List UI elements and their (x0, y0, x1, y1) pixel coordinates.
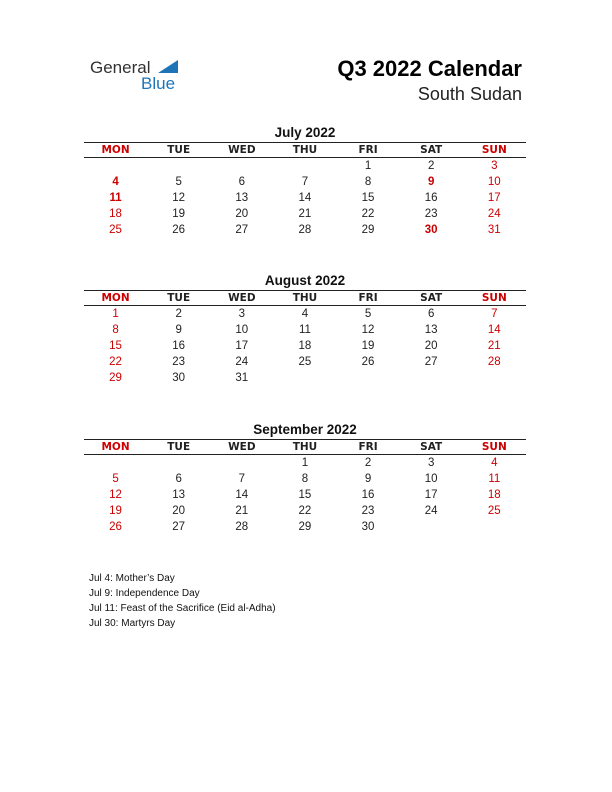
day-cell: 4 (491, 457, 498, 469)
day-cell: 27 (172, 521, 186, 533)
day-cell: 8 (301, 473, 309, 485)
weekday-label: MON (101, 144, 130, 156)
day-cell: 13 (235, 192, 249, 204)
day-cell: 28 (235, 521, 249, 533)
week-row (84, 222, 526, 238)
day-cell: 4 (301, 308, 309, 320)
week-row (84, 206, 526, 222)
day-cell: 20 (235, 208, 249, 220)
logo-triangle-icon (158, 60, 178, 73)
weekday-label: TUE (167, 441, 191, 453)
day-cell: 20 (172, 505, 186, 517)
month-september (84, 421, 526, 535)
day-cell (400, 519, 463, 535)
day-cell (84, 455, 147, 471)
day-cell: 19 (109, 505, 122, 517)
weekday-label: TUE (167, 292, 191, 304)
day-cell: 27 (424, 356, 438, 368)
day-cell: 22 (298, 505, 312, 517)
day-cell: 9 (175, 324, 182, 336)
weekday-label: THU (292, 441, 318, 453)
day-cell: 18 (487, 489, 501, 501)
day-cell (147, 455, 210, 471)
day-cell: 16 (361, 489, 375, 501)
month-title: July 2022 (274, 125, 336, 140)
weekday-label: SUN (481, 292, 507, 304)
day-cell: 14 (298, 192, 312, 204)
day-cell: 30 (172, 372, 186, 384)
day-cell: 7 (301, 176, 309, 188)
holiday-note: Jul 11: Feast of the Sacrifice (Eid al-Adha) (89, 603, 276, 614)
day-cell: 18 (298, 340, 312, 352)
day-cell: 1 (301, 457, 309, 469)
day-cell (210, 455, 273, 471)
weekday-header (84, 143, 526, 158)
day-cell: 22 (361, 208, 375, 220)
week-row (84, 370, 526, 386)
day-cell: 9 (364, 473, 372, 485)
day-cell: 20 (424, 340, 438, 352)
day-cell: 15 (109, 340, 122, 352)
weekday-label: TUE (167, 144, 191, 156)
calendar-grid (84, 439, 526, 535)
weekday-label: SAT (420, 292, 443, 304)
day-cell: 9 (427, 176, 435, 188)
weekday-label: SAT (420, 441, 443, 453)
day-cell: 7 (238, 473, 246, 485)
weekday-label: THU (292, 292, 318, 304)
day-cell: 1 (364, 160, 372, 172)
day-cell: 24 (487, 208, 501, 220)
day-cell (147, 158, 210, 174)
day-cell: 17 (235, 340, 249, 352)
holiday-notes (89, 571, 276, 631)
day-cell: 14 (487, 324, 501, 336)
day-cell: 2 (364, 457, 372, 469)
week-row (84, 487, 526, 503)
week-row (84, 519, 526, 535)
week-row (84, 322, 526, 338)
day-cell: 5 (364, 308, 372, 320)
day-cell: 10 (487, 176, 501, 188)
day-cell: 29 (109, 372, 122, 384)
day-cell: 26 (361, 356, 375, 368)
day-cell: 7 (491, 308, 498, 320)
day-cell (210, 158, 273, 174)
day-cell: 25 (487, 505, 501, 517)
page-title: Q3 2022 Calendar (337, 56, 522, 81)
day-cell: 13 (172, 489, 186, 501)
day-cell: 29 (298, 521, 312, 533)
week-row (84, 306, 526, 322)
week-row (84, 158, 526, 174)
day-cell: 15 (361, 192, 375, 204)
day-cell: 11 (109, 192, 122, 204)
day-cell: 23 (424, 208, 438, 220)
day-cell: 31 (487, 224, 501, 236)
day-cell: 16 (424, 192, 438, 204)
day-cell: 11 (298, 324, 311, 336)
day-cell: 2 (175, 308, 182, 320)
calendar-grid (84, 290, 526, 386)
weekday-label: MON (101, 441, 130, 453)
day-cell: 22 (109, 356, 122, 368)
day-cell: 6 (238, 176, 246, 188)
page-subtitle: South Sudan (417, 84, 522, 104)
day-cell: 8 (112, 324, 119, 336)
month-august (84, 272, 526, 386)
weekday-label: FRI (358, 441, 378, 453)
weekday-header (84, 291, 526, 306)
week-row (84, 455, 526, 471)
calendar-grid (84, 142, 526, 238)
day-cell: 18 (109, 208, 122, 220)
day-cell: 3 (238, 308, 246, 320)
week-row (84, 174, 526, 190)
day-cell: 28 (298, 224, 312, 236)
day-cell: 5 (175, 176, 182, 188)
day-cell: 12 (109, 489, 122, 501)
holiday-note: Jul 9: Independence Day (89, 588, 200, 599)
day-cell: 29 (361, 224, 375, 236)
day-cell: 12 (172, 192, 186, 204)
day-cell (463, 370, 526, 386)
day-cell: 28 (487, 356, 501, 368)
logo-text-blue: Blue (141, 74, 176, 93)
day-cell: 5 (112, 473, 119, 485)
weekday-label: FRI (358, 144, 378, 156)
day-cell: 4 (112, 176, 119, 188)
day-cell: 2 (427, 160, 435, 172)
weekday-label: WED (228, 144, 256, 156)
weekday-label: FRI (358, 292, 378, 304)
day-cell: 17 (424, 489, 438, 501)
day-cell: 25 (298, 356, 312, 368)
day-cell: 19 (361, 340, 375, 352)
day-cell (273, 158, 336, 174)
month-title: September 2022 (253, 422, 357, 437)
day-cell: 12 (361, 324, 375, 336)
week-row (84, 354, 526, 370)
day-cell (463, 519, 526, 535)
weekday-label: SAT (420, 144, 443, 156)
day-cell: 26 (172, 224, 186, 236)
day-cell: 23 (361, 505, 375, 517)
day-cell: 26 (109, 521, 122, 533)
weekday-label: WED (228, 441, 256, 453)
day-cell: 31 (235, 372, 249, 384)
weekday-label: SUN (481, 144, 507, 156)
day-cell: 17 (487, 192, 501, 204)
weekday-label: MON (101, 292, 130, 304)
day-cell: 30 (424, 224, 438, 236)
weekday-label: WED (228, 292, 256, 304)
day-cell: 19 (172, 208, 186, 220)
day-cell: 15 (298, 489, 312, 501)
day-cell: 25 (109, 224, 122, 236)
day-cell: 30 (361, 521, 375, 533)
day-cell (84, 158, 147, 174)
day-cell: 24 (235, 356, 249, 368)
logo-text-general: General (90, 58, 151, 77)
day-cell: 1 (112, 308, 119, 320)
day-cell: 3 (427, 457, 435, 469)
day-cell (337, 370, 400, 386)
day-cell: 3 (491, 160, 498, 172)
month-july (84, 124, 526, 238)
weekday-header (84, 440, 526, 455)
day-cell (273, 370, 336, 386)
day-cell: 11 (488, 473, 501, 485)
day-cell: 21 (235, 505, 249, 517)
weekday-label: THU (292, 144, 318, 156)
week-row (84, 503, 526, 519)
day-cell: 16 (172, 340, 186, 352)
weekday-label: SUN (481, 441, 507, 453)
week-row (84, 338, 526, 354)
day-cell: 6 (175, 473, 182, 485)
week-row (84, 190, 526, 206)
day-cell: 21 (298, 208, 312, 220)
day-cell: 23 (172, 356, 186, 368)
day-cell: 8 (364, 176, 372, 188)
day-cell: 24 (424, 505, 438, 517)
day-cell: 6 (427, 308, 435, 320)
day-cell: 10 (424, 473, 438, 485)
month-title: August 2022 (264, 273, 346, 288)
holiday-note: Jul 30: Martyrs Day (89, 618, 176, 629)
day-cell: 27 (235, 224, 249, 236)
day-cell: 21 (487, 340, 501, 352)
day-cell: 14 (235, 489, 249, 501)
day-cell: 10 (235, 324, 249, 336)
week-row (84, 471, 526, 487)
holiday-note: Jul 4: Mother’s Day (89, 573, 175, 584)
brand-logo (90, 58, 200, 94)
day-cell: 13 (424, 324, 438, 336)
day-cell (400, 370, 463, 386)
